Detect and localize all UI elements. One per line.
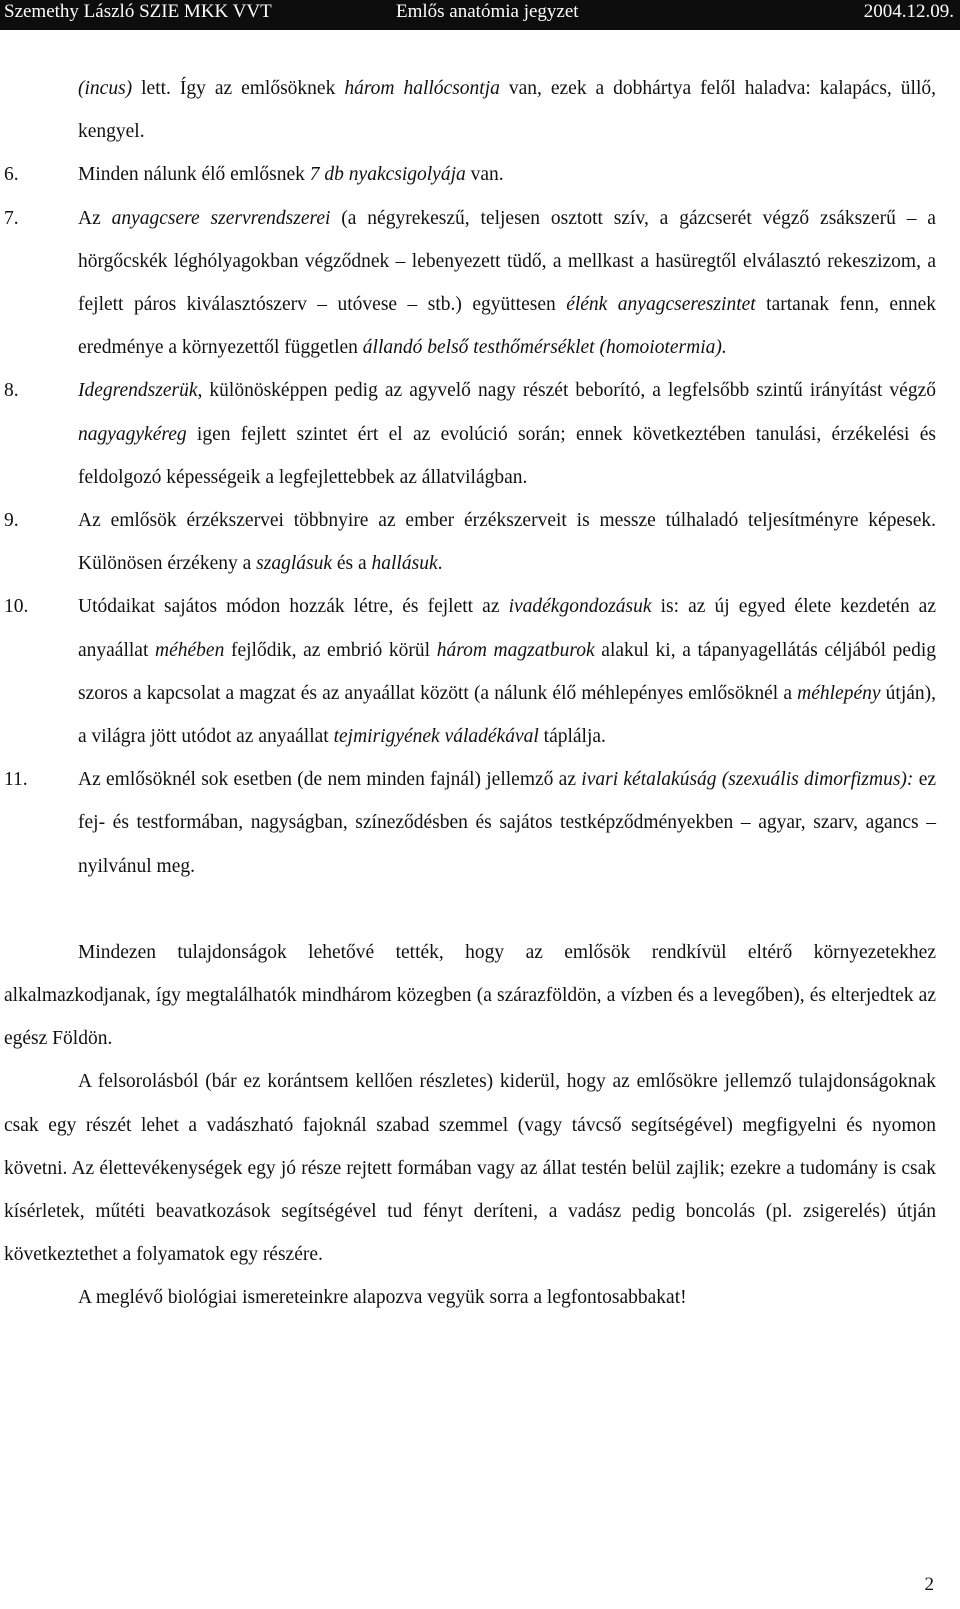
page-header	[0, 0, 960, 30]
text-run: tartanak fenn, ennek eredménye a környezettől független	[78, 294, 936, 359]
emphasis-text: tejmirigyének váladékával	[333, 726, 539, 748]
text-run: táplálja.	[538, 726, 606, 748]
emphasis-text: három hallócsontja	[344, 78, 500, 99]
text-run: igen fejlett szintet ért el az evolúció során; ennek következtében tanulási, érzékelési és feldolgozó képességeik a legfejlettebbek az állatvilágban.	[78, 423, 936, 488]
emphasis-text: nagyagykéreg	[78, 423, 187, 445]
emphasis-text: három magzatburok	[436, 639, 595, 661]
page-number: 2	[924, 1574, 934, 1595]
list-item-number: 6.	[4, 164, 19, 186]
emphasis-text: állandó belső testhőmérséklet (homoiotermia).	[362, 337, 727, 359]
text-run: van.	[465, 164, 504, 186]
emphasis-text: hallásuk	[371, 553, 438, 575]
text-run: Az emlősök érzékszervei többnyire az ember érzékszerveit is messze túlhaladó teljesítményre képesek. Különösen érzékeny a	[78, 510, 936, 575]
text-run: , különösképpen pedig az agyvelő nagy részét beborító, a legfelsőbb szintű irányítást végző	[197, 380, 936, 402]
list-item-number: 11.	[4, 769, 28, 791]
list-item-number: 9.	[4, 510, 19, 532]
text-run: .	[437, 553, 443, 575]
paragraph: A meglévő biológiai ismereteinkre alapozva vegyük sorra a legfontosabbakat!	[78, 1287, 687, 1309]
list-item	[0, 369, 960, 499]
paragraph: A felsorolásból (bár ez korántsem kellően részletes) kiderül, hogy az emlősökre jellemző tulajdonságoknak csak egy részét lehet a vadászható fajoknál szabad szemmel (vagy távcső segítségével) megfigyelni és nyomon követni. Az élettevékenységek egy jó része rejtett formában vagy az állat testén belül zajlik; ezekre a tudomány is csak kísérletek, műtéti beavatkozások segítségével tud fényt deríteni, a vadász pedig boncolás (pl. zsigerelés) útján következtethet a folyamatok egy részére.	[4, 1071, 936, 1266]
text-run: Az	[78, 207, 112, 229]
list-item	[0, 499, 960, 585]
text-run: lett. Így az emlősöknek	[132, 78, 345, 99]
text-run: van, ezek a dobhártya felől haladva: kalapács, üllő, kengyel.	[78, 78, 936, 143]
header-date: 2004.12.09.	[863, 1, 954, 22]
emphasis-text: ivadékgondozásuk	[508, 596, 652, 618]
header-title: Emlős anatómia jegyzet	[396, 1, 579, 22]
text-run: (a négyrekeszű, teljesen osztott szív, a gázcserét végző zsákszerű – a hörgőcskék léghólyagokban végződnek – lebenyezett tüdő, a mellkast a hasüregtől elválasztó rekeszizom, a fejlett páros kiválasztószerv – utóvese – stb.) együttesen	[78, 207, 936, 316]
text-run: Az emlősöknél sok esetben (de nem minden fajnál) jellemző az	[78, 769, 582, 791]
list-item	[0, 585, 960, 758]
list-item	[0, 197, 960, 370]
list-item	[0, 67, 960, 153]
list-item	[0, 153, 960, 196]
section-gap	[0, 888, 960, 931]
emphasis-text: ivari kétalakúság (szexuális dimorfizmus):	[581, 769, 914, 791]
emphasis-text: szaglásuk	[256, 553, 332, 575]
numbered-list	[0, 67, 960, 888]
emphasis-text: Idegrendszerük	[78, 380, 198, 402]
text-run: Utódaikat sajátos módon hozzák létre, és fejlett az	[78, 596, 509, 618]
document-body	[0, 67, 960, 1320]
list-item-number: 10.	[4, 596, 29, 618]
text-run: fejlődik, az embrió körül	[224, 639, 437, 661]
emphasis-text: méhlepény	[797, 682, 881, 704]
list-item-number: 7.	[4, 207, 19, 229]
text-run: alakul ki, a tápanyagellátás céljából pedig szoros a kapcsolat a magzat és az anyaállat között (a nálunk élő méhlepényes emlősöknél a	[78, 639, 937, 704]
emphasis-text: 7 db nyakcsigolyája	[309, 164, 466, 186]
text-run: ez fej- és testformában, nagyságban, színeződésben és sajátos testképződményekben – agyar, szarv, agancs – nyilvánul meg.	[78, 769, 937, 877]
header-author: Szemethy László SZIE MKK VVT	[4, 1, 272, 22]
emphasis-text: anyagcsere szervrendszerei	[111, 207, 331, 229]
emphasis-text: (incus)	[78, 78, 133, 99]
emphasis-text: méhében	[155, 639, 225, 661]
text-run: Minden nálunk élő emlősnek	[78, 164, 310, 186]
text-run: is: az új egyed élete kezdetén az anyaállat	[78, 596, 936, 661]
text-run: útján), a világra jött utódot az anyaállat	[78, 682, 937, 748]
text-run: és a	[331, 553, 372, 575]
emphasis-text: élénk anyagcsereszintet	[566, 294, 756, 316]
list-item-number: 8.	[4, 380, 19, 402]
list-item	[0, 758, 960, 888]
closing-paragraphs	[0, 931, 960, 1320]
paragraph: Mindezen tulajdonságok lehetővé tették, hogy az emlősök rendkívül eltérő környezetekhez alkalmazkodjanak, így megtalálhatók mindhárom közegben (a szárazföldön, a vízben és a levegőben), és elterjedtek az egész Földön.	[4, 941, 936, 1050]
